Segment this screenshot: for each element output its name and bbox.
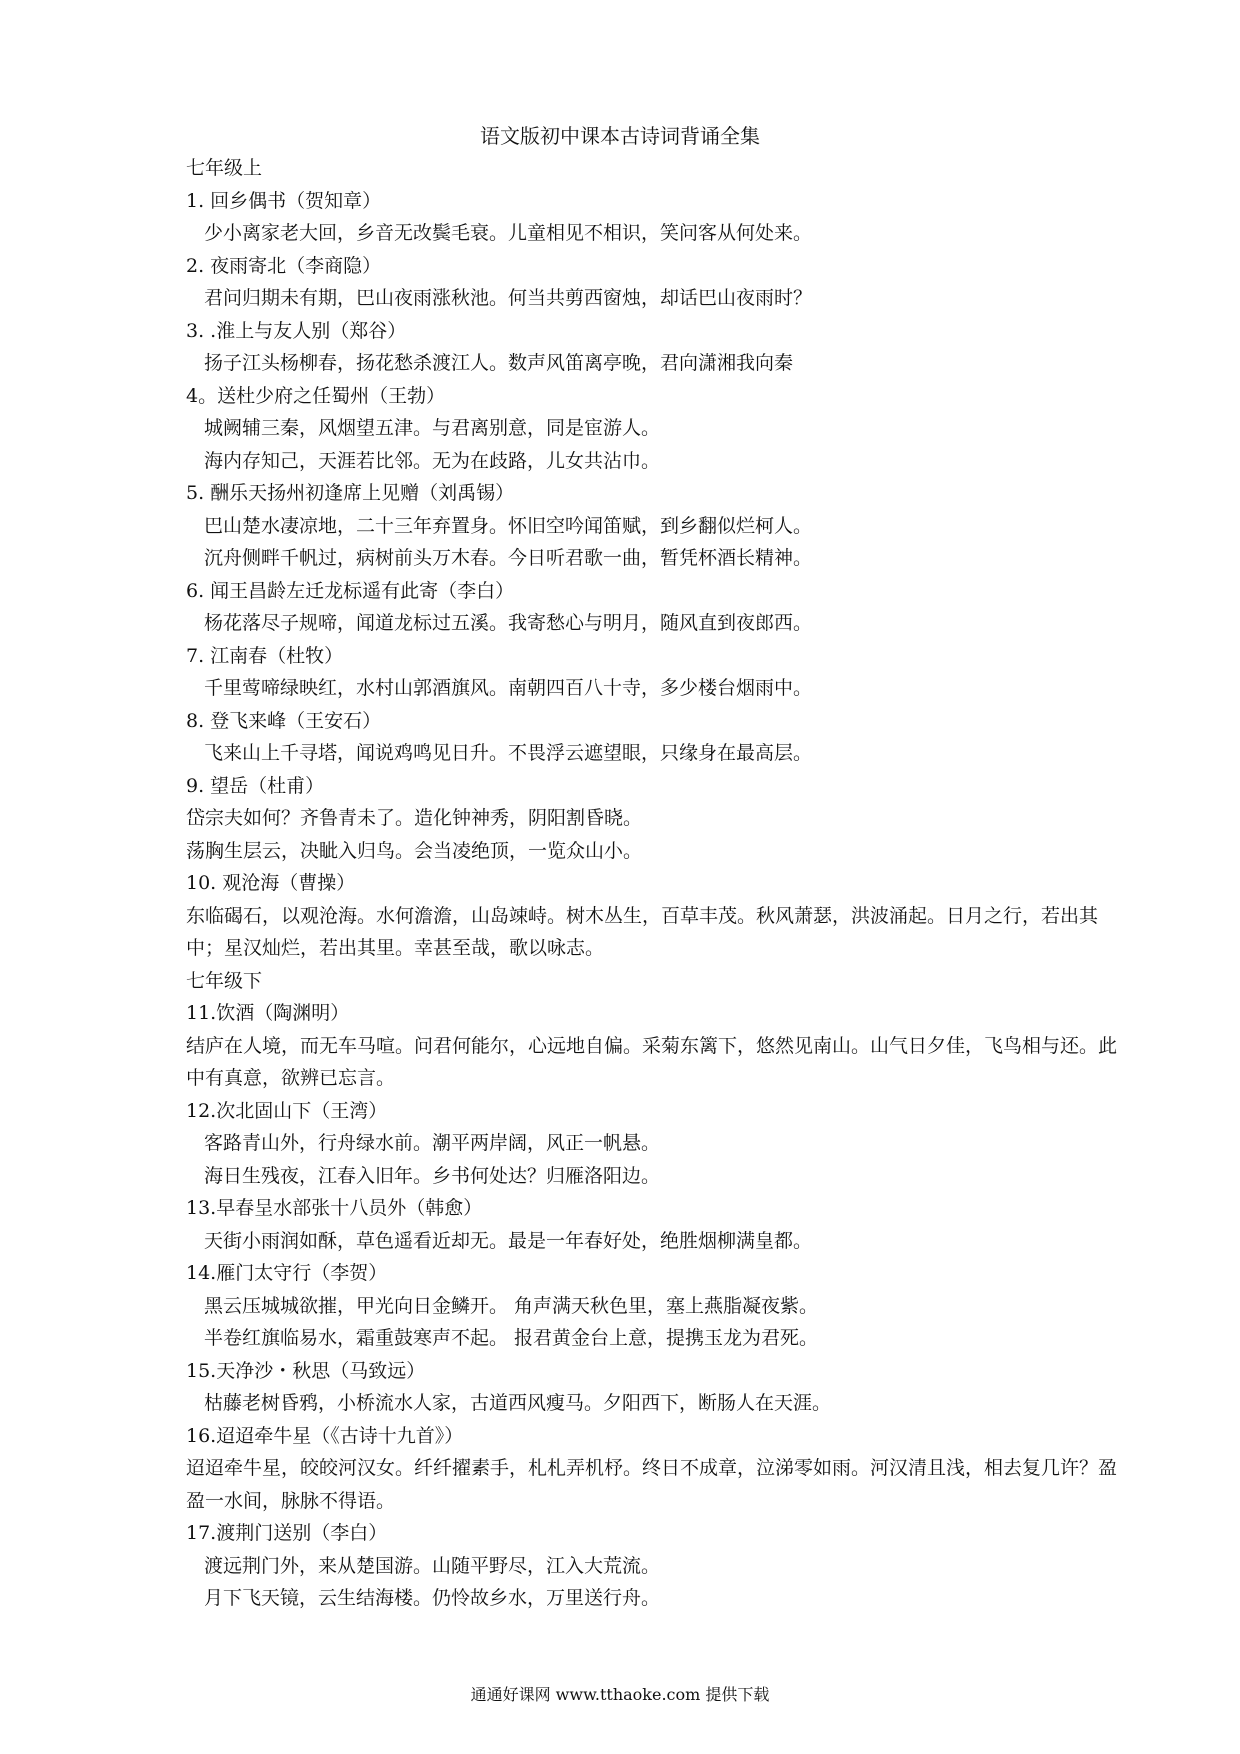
poem-text: 东临碣石，以观沧海。水何澹澹，山岛竦峙。树木丛生，百草丰茂。秋风萧瑟，洪波涌起。日月之行，若出其中；星汉灿烂，若出其里。幸甚至哉，歌以咏志。 bbox=[186, 904, 1099, 959]
poem-text: 迢迢牵牛星，皎皎河汉女。纤纤擢素手，札札弄机杼。终日不成章，泣涕零如雨。河汉清且浅，相去复几许？盈盈一水间，脉脉不得语。 bbox=[186, 1457, 1118, 1512]
poem-text: 荡胸生层云，决眦入归鸟。会当凌绝顶，一览众山小。 bbox=[186, 839, 643, 862]
poem-text: 天街小雨润如酥，草色遥看近却无。最是一年春好处，绝胜烟柳满皇都。 bbox=[204, 1229, 813, 1252]
poem-heading: 13.早春呈水部张十八员外（韩愈） bbox=[186, 1197, 483, 1219]
poem-list bbox=[0, 152, 1240, 1615]
poem-heading: 4。送杜少府之任蜀州（王勃） bbox=[186, 384, 446, 407]
poem-text: 巴山楚水凄凉地，二十三年弃置身。怀旧空吟闻笛赋，到乡翻似烂柯人。 bbox=[204, 514, 813, 537]
poem-text: 君问归期未有期，巴山夜雨涨秋池。何当共剪西窗烛，却话巴山夜雨时？ bbox=[204, 287, 813, 309]
poem-text: 岱宗夫如何？齐鲁青未了。造化钟神秀，阴阳割昏晓。 bbox=[186, 807, 643, 829]
poem-heading: 10. 观沧海（曹操） bbox=[186, 872, 356, 894]
poem-heading: 15.天净沙・秋思（马致远） bbox=[186, 1359, 426, 1382]
poem-text: 月下飞天镜，云生结海楼。仍怜故乡水，万里送行舟。 bbox=[204, 1587, 661, 1609]
poem-text: 千里莺啼绿映红，水村山郭酒旗风。南朝四百八十寺，多少楼台烟雨中。 bbox=[204, 677, 813, 699]
poem-text: 半卷红旗临易水，霜重鼓寒声不起。 报君黄金台上意，提携玉龙为君死。 bbox=[204, 1327, 819, 1349]
poem-heading: 6. 闻王昌龄左迁龙标遥有此寄（李白） bbox=[186, 579, 515, 602]
grade-heading: 七年级上 bbox=[186, 157, 263, 179]
poem-heading: 5. 酬乐天扬州初逢席上见赠（刘禹锡） bbox=[186, 482, 515, 504]
poem-heading: 8. 登飞来峰（王安石） bbox=[186, 709, 382, 732]
poem-text: 扬子江头杨柳春，扬花愁杀渡江人。数声风笛离亭晚，君向潇湘我向秦 bbox=[204, 352, 794, 374]
poem-heading: 2. 夜雨寄北（李商隐） bbox=[186, 254, 382, 277]
poem-heading: 3. .淮上与友人别（郑谷） bbox=[186, 319, 407, 342]
poem-text: 渡远荆门外，来从楚国游。山随平野尽，江入大荒流。 bbox=[204, 1554, 661, 1577]
poem-text: 飞来山上千寻塔，闻说鸡鸣见日升。不畏浮云遮望眼，只缘身在最高层。 bbox=[204, 742, 813, 764]
poem-text: 城阙辅三秦，风烟望五津。与君离别意，同是宦游人。 bbox=[204, 417, 661, 439]
poem-heading: 14.雁门太守行（李贺） bbox=[186, 1262, 388, 1284]
poem-text: 沉舟侧畔千帆过，病树前头万木春。今日听君歌一曲，暂凭杯酒长精神。 bbox=[204, 547, 813, 569]
poem-heading: 1. 回乡偶书（贺知章） bbox=[186, 189, 382, 212]
poem-heading: 17.渡荆门送别（李白） bbox=[186, 1522, 388, 1544]
document-title: 语文版初中课本古诗词背诵全集 bbox=[480, 124, 760, 148]
grade-heading: 七年级下 bbox=[186, 969, 263, 992]
poem-heading: 16.迢迢牵牛星（《古诗十九首》） bbox=[186, 1424, 464, 1447]
poem-text: 杨花落尽子规啼，闻道龙标过五溪。我寄愁心与明月，随风直到夜郎西。 bbox=[204, 612, 813, 634]
poem-heading: 11.饮酒（陶渊明） bbox=[186, 1002, 350, 1024]
poem-text: 海内存知己，天涯若比邻。无为在歧路，儿女共沾巾。 bbox=[204, 449, 661, 472]
poem-heading: 7. 江南春（杜牧） bbox=[186, 644, 344, 667]
poem-text: 少小离家老大回，乡音无改鬓毛衰。儿童相见不相识，笑问客从何处来。 bbox=[204, 222, 813, 244]
poem-text: 结庐在人境，而无车马喧。问君何能尔，心远地自偏。采菊东篱下，悠然见南山。山气日夕佳，飞鸟相与还。此中有真意，欲辨已忘言。 bbox=[186, 1034, 1118, 1089]
poem-text: 枯藤老树昏鸦，小桥流水人家，古道西风瘦马。夕阳西下，断肠人在天涯。 bbox=[204, 1392, 832, 1414]
poem-heading: 9. 望岳（杜甫） bbox=[186, 774, 325, 797]
poem-heading: 12.次北固山下（王湾） bbox=[186, 1099, 388, 1122]
poem-text: 客路青山外，行舟绿水前。潮平两岸阔，风正一帆悬。 bbox=[204, 1132, 661, 1154]
poem-text: 黑云压城城欲摧，甲光向日金鳞开。 角声满天秋色里，塞上燕脂凝夜紫。 bbox=[204, 1294, 819, 1317]
page-footer: 通通好课网 www.tthaoke.com 提供下载 bbox=[470, 1685, 770, 1704]
poem-text: 海日生残夜，江春入旧年。乡书何处达？归雁洛阳边。 bbox=[204, 1164, 661, 1187]
